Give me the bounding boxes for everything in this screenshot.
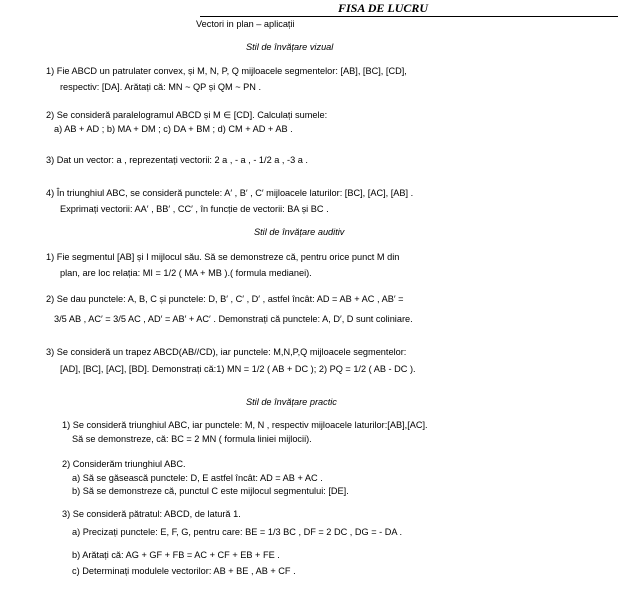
practic-ex2-line2: a) Să se găsească punctele: D, E astfel încât: AD = AB + AC . bbox=[72, 473, 323, 483]
section-practic: Stil de învățare practic bbox=[246, 397, 337, 407]
section-visual: Stil de învățare vizual bbox=[246, 42, 334, 52]
visual-ex2-line2: a) AB + AD ; b) MA + DM ; c) DA + BM ; d) CM + AD + AB . bbox=[54, 124, 293, 134]
visual-ex1-line2: respectiv: [DA]. Arătați că: MN ~ QP și QM ~ PN . bbox=[60, 82, 261, 92]
auditiv-ex3-line2: [AD], [BC], [AC], [BD]. Demonstrați că:1) MN = 1/2 ( AB + DC ); 2) PQ = 1/2 ( AB - DC ). bbox=[60, 364, 416, 374]
practic-ex2-line3: b) Să se demonstreze că, punctul C este mijlocul segmentului: [DE]. bbox=[72, 486, 349, 496]
visual-ex2-line1: 2) Se consideră paralelogramul ABCD și M ∈ [CD]. Calculați sumele: bbox=[46, 110, 328, 120]
practic-ex3-line4: c) Determinați modulele vectorilor: AB + BE , AB + CF . bbox=[72, 566, 296, 576]
section-auditiv: Stil de învățare auditiv bbox=[254, 227, 345, 237]
visual-ex4-line1: 4) În triunghiul ABC, se consideră punctele: A′ , B′ , C′ mijloacele laturilor: [BC], [AC], [AB] . bbox=[46, 188, 414, 198]
practic-ex1-line2: Să se demonstreze, că: BC = 2 MN ( formula liniei mijlocii). bbox=[72, 434, 312, 444]
subtitle: Vectori in plan – aplicații bbox=[196, 19, 295, 29]
practic-ex3-line1: 3) Se consideră pătratul: ABCD, de latură 1. bbox=[62, 509, 241, 519]
practic-ex1-line1: 1) Se consideră triunghiul ABC, iar punctele: M, N , respectiv mijloacele laturilor:[AB],[AC]. bbox=[62, 420, 428, 430]
practic-ex3-line3: b) Arătați că: AG + GF + FB = AC + CF + EB + FE . bbox=[72, 550, 280, 560]
visual-ex4-line2: Exprimați vectorii: AA′ , BB′ , CC′ , în funcție de vectorii: BA și BC . bbox=[60, 204, 329, 214]
auditiv-ex2-line1: 2) Se dau punctele: A, B, C și punctele: D, B′ , C′ , D′ , astfel încât: AD = AB + AC , AB′ = bbox=[46, 294, 404, 304]
auditiv-ex1-line1: 1) Fie segmentul [AB] și I mijlocul său. Să se demonstreze că, pentru orice punct M din bbox=[46, 252, 400, 262]
visual-ex1-line1: 1) Fie ABCD un patrulater convex, și M, N, P, Q mijloacele segmentelor: [AB], [BC], [CD], bbox=[46, 66, 407, 76]
auditiv-ex3-line1: 3) Se consideră un trapez ABCD(AB//CD), iar punctele: M,N,P,Q mijloacele segmentelor: bbox=[46, 347, 407, 357]
auditiv-ex2-line2: 3/5 AB , AC′ = 3/5 AC , AD′ = AB′ + AC′ . Demonstrați că punctele: A, D′, D sunt coliniare. bbox=[54, 314, 413, 324]
title-rule bbox=[200, 16, 618, 17]
auditiv-ex1-line2: plan, are loc relația: MI = 1/2 ( MA + MB ).( formula medianei). bbox=[60, 268, 312, 278]
visual-ex3: 3) Dat un vector: a , reprezentați vectorii: 2 a , - a , - 1/2 a , -3 a . bbox=[46, 155, 308, 165]
doc-title: FISA DE LUCRU bbox=[338, 1, 429, 15]
practic-ex3-line2: a) Precizați punctele: E, F, G, pentru care: BE = 1/3 BC , DF = 2 DC , DG = - DA . bbox=[72, 527, 403, 537]
practic-ex2-line1: 2) Considerăm triunghiul ABC. bbox=[62, 459, 186, 469]
